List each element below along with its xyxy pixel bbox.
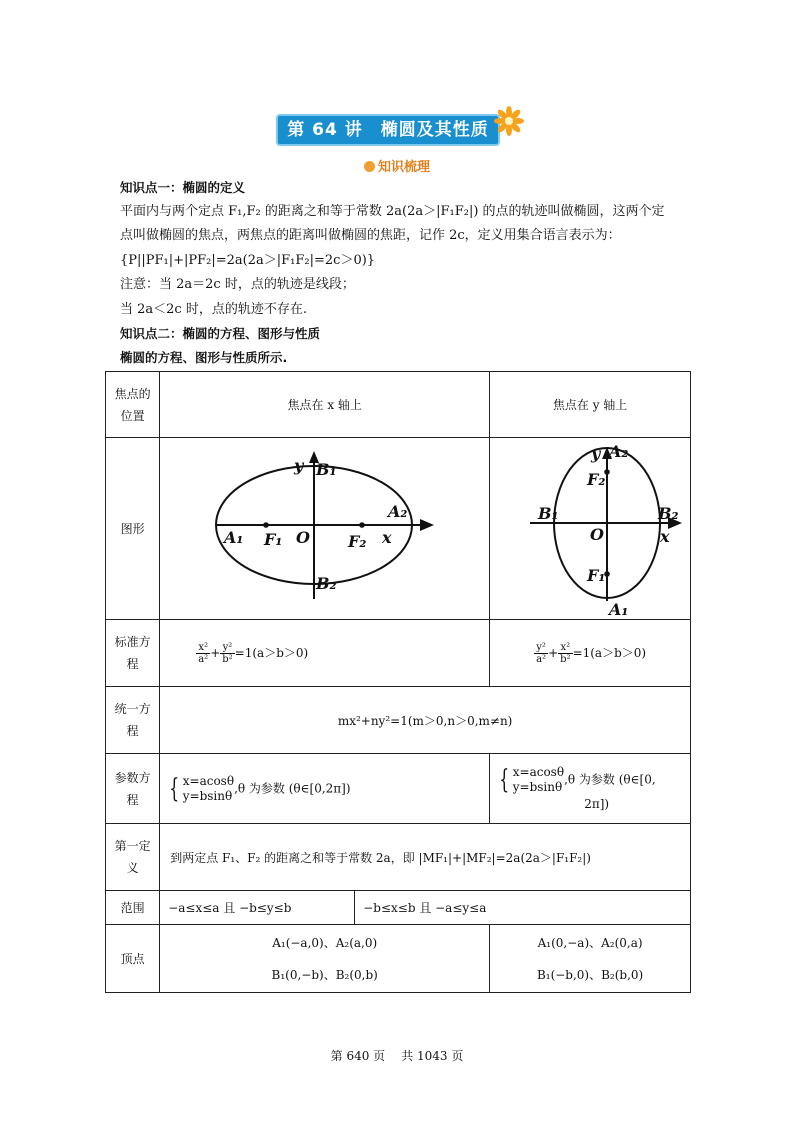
label-A1: A₁ — [224, 527, 244, 547]
vertex-x: A₁(−a,0)、A₂(a,0) B₁(0,−b)、B₂(0,b) — [160, 925, 490, 993]
figure-y-axis-cell — [490, 438, 691, 620]
label-A2: A₂ — [388, 501, 408, 521]
row-label: 焦点的 位置 — [106, 372, 160, 438]
table-row — [106, 372, 691, 438]
table-row — [106, 754, 691, 824]
flower-icon — [494, 106, 524, 136]
knowledge-point-1-title: 知识点一：椭圆的定义 — [120, 180, 246, 195]
table-row — [106, 620, 691, 687]
first-definition: 到两定点 F₁、F₂ 的距离之和等于常数 2a，即 |MF₁|+|MF₂|=2a(2a＞|F₁F₂|) — [160, 824, 691, 891]
ellipse-x-focus-figure — [160, 439, 489, 619]
total-pages: 共 1043 页 — [401, 1049, 464, 1063]
label-A1: A₁ — [609, 599, 629, 619]
label-F2: F₂ — [348, 531, 367, 551]
label-y: y — [294, 455, 304, 475]
figure-x-axis-cell — [160, 438, 490, 620]
range-y: −b≤x≤b 且 −a≤y≤a — [355, 891, 691, 925]
label-B2: B₂ — [658, 503, 679, 523]
row-label: 参数方 程 — [106, 754, 160, 824]
set-notation: {P||PF₁|+|PF₂|=2a(2a＞|F₁F₂|=2c＞0)} — [120, 253, 376, 268]
lesson-title-banner: 第 64 讲 椭圆及其性质 — [276, 114, 500, 146]
row-label: 图形 — [106, 438, 160, 620]
label-origin: O — [296, 527, 311, 547]
row-label: 第一定 义 — [106, 824, 160, 891]
standard-eq-x: $\frac{\text{x²}}{\text{a²}}$ + $\frac{\text{y²}}{\text{b²}}$ =1(a＞b＞0) — [160, 620, 490, 687]
parametric-y: { x=acosθ y=bsinθ ,θ 为参数 (θ∈[0, 2π]) — [490, 754, 691, 824]
table-row — [106, 824, 691, 891]
label-x: x — [382, 527, 392, 547]
label-F1: F₁ — [264, 529, 283, 549]
page-footer — [0, 1047, 794, 1064]
parametric-x: { x=acosθ y=bsinθ ,θ 为参数 (θ∈[0,2π]) — [160, 754, 490, 824]
label-F2: F₂ — [587, 469, 606, 489]
row-label: 统一方 程 — [106, 687, 160, 754]
note-line-1: 注意：当 2a＝2c 时，点的轨迹是线段； — [120, 277, 355, 292]
table-row — [106, 891, 691, 925]
label-A2: A₂ — [609, 441, 629, 461]
vertex-y: A₁(0,−a)、A₂(0,a) B₁(−b,0)、B₂(b,0) — [490, 925, 691, 993]
note-line-2: 当 2a＜2c 时，点的轨迹不存在. — [120, 302, 307, 317]
row-label: 标准方 程 — [106, 620, 160, 687]
label-B1: B₁ — [316, 459, 337, 479]
label-origin: O — [590, 524, 605, 544]
range-x: −a≤x≤a 且 −b≤y≤b — [160, 891, 355, 925]
unified-equation: mx²+ny²=1(m＞0,n＞0,m≠n) — [160, 687, 691, 754]
row-label: 范围 — [106, 891, 160, 925]
bullet-icon — [364, 161, 375, 172]
label-B2: B₂ — [316, 573, 337, 593]
table-row — [106, 687, 691, 754]
table-intro: 椭圆的方程、图形与性质所示. — [120, 350, 288, 365]
label-F1: F₁ — [587, 565, 606, 585]
standard-eq-y: $\frac{\text{y²}}{\text{a²}}$ + $\frac{\text{x²}}{\text{b²}}$ =1(a＞b＞0) — [490, 620, 691, 687]
label-y: y — [591, 443, 601, 463]
page-number: 第 640 页 — [330, 1049, 386, 1063]
row-label: 顶点 — [106, 925, 160, 993]
knowledge-point-2-title: 知识点二：椭圆的方程、图形与性质 — [120, 326, 321, 341]
table-row — [106, 438, 691, 620]
section-subheading: 知识梳理 — [364, 156, 430, 175]
ellipse-properties-table — [105, 371, 691, 993]
ellipse-y-focus-figure — [490, 439, 688, 619]
table-row — [106, 925, 691, 993]
focus-x-axis-cell: 焦点在 x 轴上 — [160, 372, 490, 438]
label-x: x — [660, 526, 670, 546]
label-B1: B₁ — [538, 503, 559, 523]
definition-line-2: 点叫做椭圆的焦点，两焦点的距离叫做椭圆的焦距，记作 2c，定义用集合语言表示为： — [120, 228, 621, 243]
definition-line-1: 平面内与两个定点 F₁,F₂ 的距离之和等于常数 2a(2a＞|F₁F₂|) 的点的轨迹叫做椭圆，这两个定 — [120, 204, 665, 219]
focus-y-axis-cell: 焦点在 y 轴上 — [490, 372, 691, 438]
